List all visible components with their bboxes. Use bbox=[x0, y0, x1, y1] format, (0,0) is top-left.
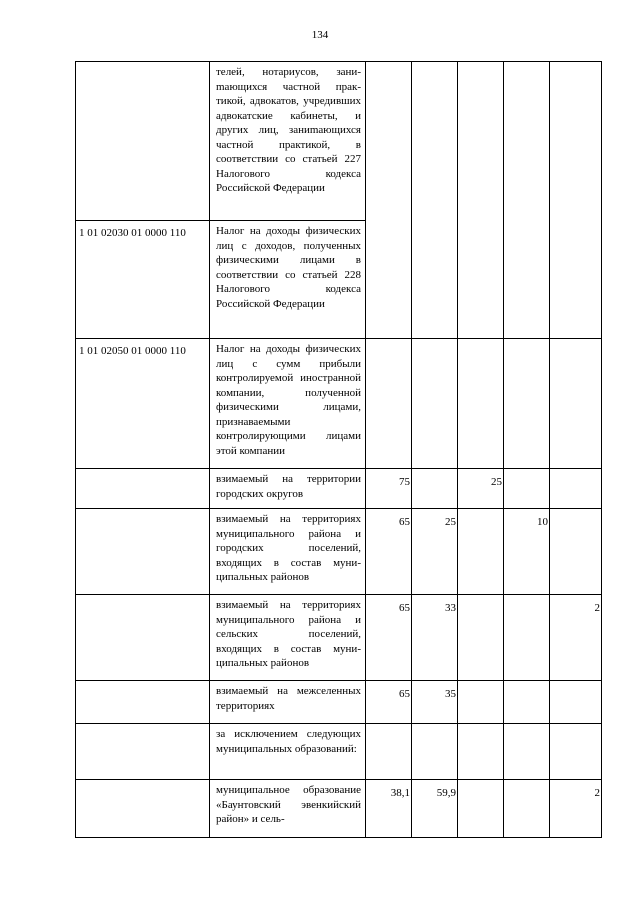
share-cell bbox=[458, 339, 504, 469]
share-cell: 38,1 bbox=[366, 780, 412, 838]
description-cell: взимаемый на территории городских округов bbox=[210, 469, 366, 509]
share-cell bbox=[550, 509, 602, 595]
share-cell: 33 bbox=[412, 595, 458, 681]
page-number: 134 bbox=[311, 29, 329, 41]
budget-code-cell bbox=[76, 62, 210, 221]
share-cell bbox=[550, 724, 602, 780]
share-cell bbox=[458, 62, 504, 339]
share-cell bbox=[550, 339, 602, 469]
share-cell bbox=[550, 469, 602, 509]
table-row bbox=[76, 724, 602, 780]
share-cell bbox=[550, 681, 602, 724]
budget-code-cell bbox=[76, 469, 210, 509]
table-row bbox=[76, 509, 602, 595]
revenue-distribution-table bbox=[75, 61, 602, 838]
description-cell: за исключением следующих муниципальных образований: bbox=[210, 724, 366, 780]
description-cell: Налог на доходы физических лиц с доходов, полученных физическими лицами в соответствии со статьей 228 Налогового кодекса Российской Федерации bbox=[210, 221, 366, 339]
share-cell: 2 bbox=[550, 595, 602, 681]
budget-code-cell bbox=[76, 780, 210, 838]
share-cell: 10 bbox=[504, 509, 550, 595]
budget-code-cell: 1 01 02050 01 0000 110 bbox=[76, 339, 210, 469]
share-cell: 59,9 bbox=[412, 780, 458, 838]
share-cell bbox=[366, 339, 412, 469]
share-cell bbox=[458, 780, 504, 838]
table-row bbox=[76, 681, 602, 724]
budget-code-cell bbox=[76, 724, 210, 780]
budget-code-cell: 1 01 02030 01 0000 110 bbox=[76, 221, 210, 339]
share-cell: 2 bbox=[550, 780, 602, 838]
share-cell bbox=[366, 62, 412, 339]
share-cell bbox=[412, 469, 458, 509]
description-cell: взимаемый на территориях муниципального района и сельских поселений, входящих в состав муниципальных районов bbox=[210, 595, 366, 681]
share-cell: 25 bbox=[412, 509, 458, 595]
share-cell bbox=[504, 62, 550, 339]
budget-code-cell bbox=[76, 509, 210, 595]
share-cell bbox=[412, 62, 458, 339]
description-cell: взимаемый на территориях муниципального района и городских поселений, входящих в состав муниципальных районов bbox=[210, 509, 366, 595]
share-cell: 25 bbox=[458, 469, 504, 509]
share-cell bbox=[504, 780, 550, 838]
share-cell bbox=[458, 681, 504, 724]
share-cell: 65 bbox=[366, 681, 412, 724]
table-row bbox=[76, 62, 602, 221]
share-cell bbox=[504, 469, 550, 509]
share-cell bbox=[504, 595, 550, 681]
share-cell bbox=[412, 339, 458, 469]
table-row bbox=[76, 339, 602, 469]
share-cell bbox=[412, 724, 458, 780]
description-cell: взимаемый на межселенных территориях bbox=[210, 681, 366, 724]
share-cell bbox=[504, 724, 550, 780]
share-cell bbox=[504, 339, 550, 469]
share-cell: 75 bbox=[366, 469, 412, 509]
share-cell bbox=[458, 724, 504, 780]
share-cell bbox=[458, 595, 504, 681]
description-cell: телей, нотариусов, заниmающихся частной практикой, адвокатов, учредивших адвокатские кабинеты, и других лиц, заниmающихся частной практикой, в соответствии со статьей 227 Налогового кодекса Российской Федерации bbox=[210, 62, 366, 221]
share-cell: 65 bbox=[366, 595, 412, 681]
table-row bbox=[76, 780, 602, 838]
budget-code-cell bbox=[76, 681, 210, 724]
description-cell: Налог на доходы физических лиц с сумм прибыли контролируемой иностранной компании, полученной физическими лицами, признаваемыми контролирующими лицами этой компании bbox=[210, 339, 366, 469]
share-cell bbox=[366, 724, 412, 780]
table-row bbox=[76, 595, 602, 681]
table-row bbox=[76, 469, 602, 509]
budget-code-cell bbox=[76, 595, 210, 681]
share-cell: 65 bbox=[366, 509, 412, 595]
share-cell: 35 bbox=[412, 681, 458, 724]
share-cell bbox=[550, 62, 602, 339]
description-cell: муниципальное образование «Баунтовский эвенкийский район» и сель- bbox=[210, 780, 366, 838]
share-cell bbox=[458, 509, 504, 595]
share-cell bbox=[504, 681, 550, 724]
